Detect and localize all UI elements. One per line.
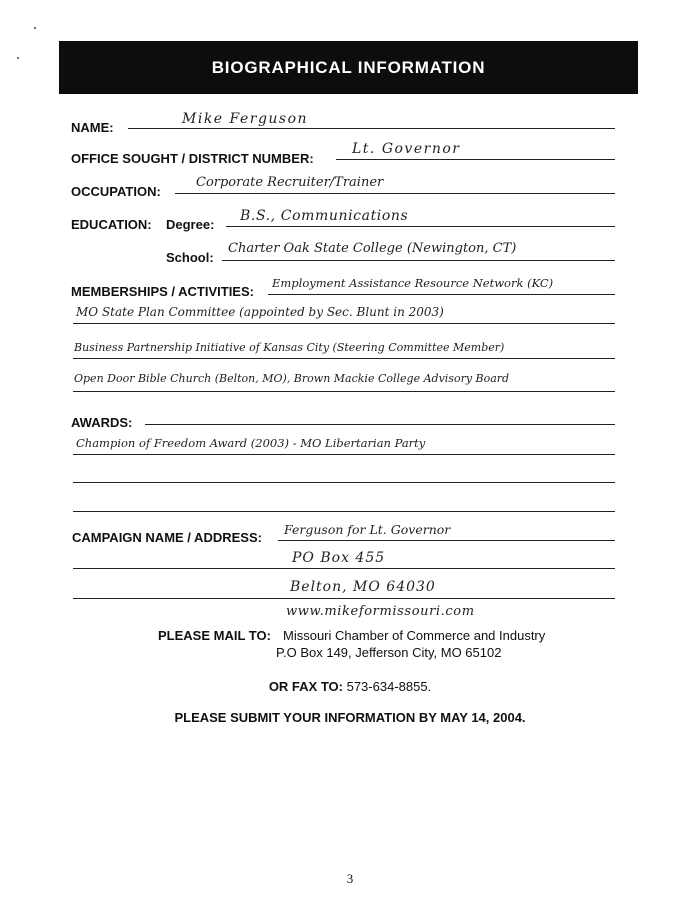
mail-address-line-2: P.O Box 149, Jefferson City, MO 65102	[276, 645, 502, 660]
awards-line-4	[73, 511, 615, 512]
deadline-notice: PLEASE SUBMIT YOUR INFORMATION BY MAY 14, 2004.	[174, 710, 526, 725]
occupation-line	[175, 193, 615, 194]
office-label: OFFICE SOUGHT / DISTRICT NUMBER:	[71, 151, 314, 166]
name-value[interactable]: Mike Ferguson	[182, 111, 309, 127]
scan-speck	[17, 57, 19, 59]
fax-label: OR FAX TO:	[268, 679, 343, 694]
campaign-entry[interactable]: PO Box 455	[292, 550, 386, 566]
memberships-line-3	[73, 358, 615, 359]
school-label: School:	[166, 250, 214, 265]
name-label: NAME:	[71, 120, 114, 135]
memberships-line-2	[73, 323, 615, 324]
office-value[interactable]: Lt. Governor	[352, 141, 461, 157]
awards-line-3	[73, 482, 615, 483]
membership-entry[interactable]: Business Partnership Initiative of Kansas City (Steering Committee Member)	[74, 341, 505, 354]
degree-value[interactable]: B.S., Communications	[240, 208, 409, 224]
membership-entry[interactable]: Employment Assistance Resource Network (KC)	[272, 276, 554, 290]
section-header	[59, 41, 638, 94]
campaign-entry[interactable]: Belton, MO 64030	[290, 579, 436, 595]
memberships-line-4	[73, 391, 615, 392]
fax-number: 573-634-8855.	[346, 679, 432, 694]
degree-label: Degree:	[166, 217, 215, 232]
campaign-entry[interactable]: Ferguson for Lt. Governor	[284, 522, 451, 537]
fax-line	[0, 679, 700, 694]
school-value[interactable]: Charter Oak State College (Newington, CT)	[228, 241, 517, 256]
memberships-label: MEMBERSHIPS / ACTIVITIES:	[71, 284, 254, 299]
mail-address-line-1: Missouri Chamber of Commerce and Industry	[283, 628, 546, 643]
award-entry[interactable]: Champion of Freedom Award (2003) - MO Libertarian Party	[76, 436, 426, 450]
memberships-line-1	[268, 294, 615, 295]
degree-line	[226, 226, 615, 227]
school-line	[222, 260, 615, 261]
office-line	[336, 159, 615, 160]
campaign-label: CAMPAIGN NAME / ADDRESS:	[72, 530, 262, 545]
name-line	[128, 128, 615, 129]
campaign-line-1	[278, 540, 615, 541]
membership-entry[interactable]: Open Door Bible Church (Belton, MO), Brown Mackie College Advisory Board	[74, 372, 510, 385]
mail-label: PLEASE MAIL TO:	[158, 628, 271, 643]
scan-speck	[34, 27, 36, 29]
awards-line-1	[145, 424, 615, 425]
education-label: EDUCATION:	[71, 217, 152, 232]
campaign-website[interactable]: www.mikeformissouri.com	[286, 604, 475, 619]
membership-entry[interactable]: MO State Plan Committee (appointed by Sec. Blunt in 2003)	[76, 305, 444, 319]
awards-label: AWARDS:	[71, 415, 133, 430]
campaign-line-2	[73, 568, 615, 569]
page-number: 3	[346, 871, 354, 886]
awards-line-2	[73, 454, 615, 455]
occupation-label: OCCUPATION:	[71, 184, 161, 199]
occupation-value[interactable]: Corporate Recruiter/Trainer	[196, 175, 384, 190]
section-title: BIOGRAPHICAL INFORMATION	[211, 57, 486, 77]
campaign-line-3	[73, 598, 615, 599]
